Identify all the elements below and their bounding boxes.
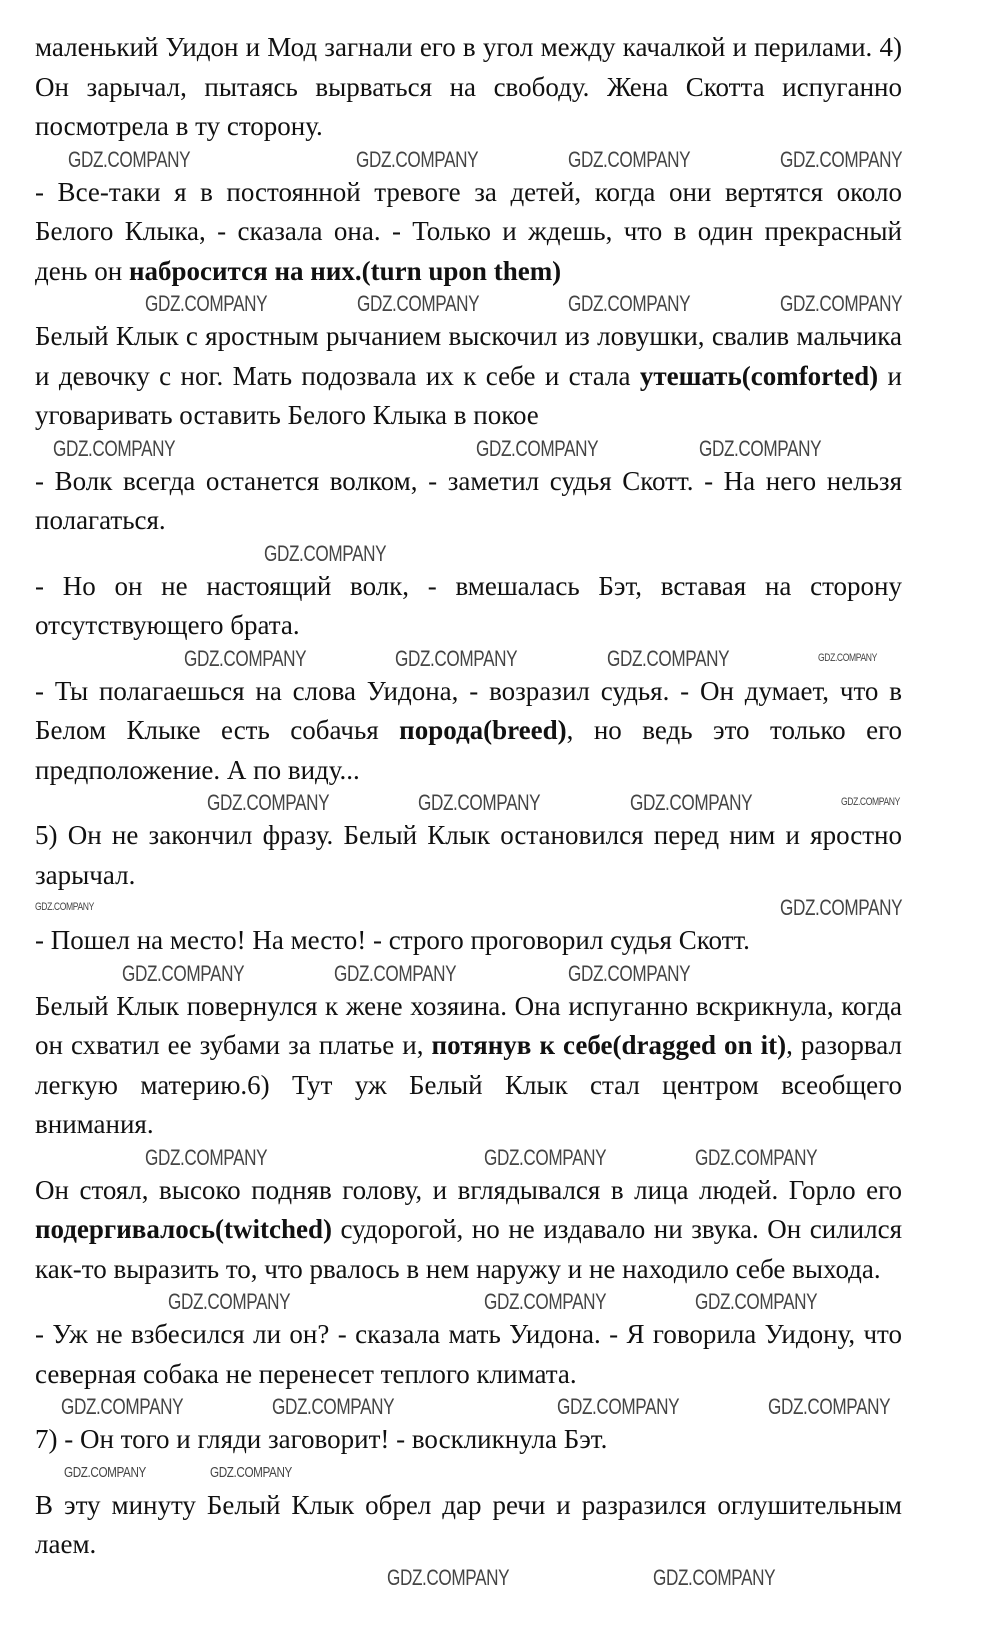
paragraph [35, 672, 902, 791]
watermark: GDZ.COMPANY [418, 790, 541, 815]
watermark: GDZ.COMPANY [780, 895, 903, 920]
watermark: GDZ.COMPANY [184, 645, 307, 671]
watermark: GDZ.COMPANY [53, 435, 176, 461]
watermark: GDZ.COMPANY [395, 645, 518, 671]
bold-phrase: набросится на них.(turn upon them) [128, 255, 562, 286]
watermark: GDZ.COMPANY [122, 960, 245, 986]
watermark: GDZ.COMPANY [207, 790, 330, 815]
watermark: GDZ.COMPANY [841, 796, 900, 808]
paragraph [35, 462, 902, 541]
watermark: GDZ.COMPANY [264, 540, 387, 566]
text-segment: маленький Уидон и Мод загнали его в угол между качалкой и перилами. 4) Он зарычал, пытаясь вырваться на свободу. Жена Скотта испуганно посмотрела в ту сторону. [35, 32, 902, 141]
watermark: GDZ.COMPANY [145, 1144, 268, 1170]
paragraph [35, 1315, 902, 1394]
text-segment: - Пошел на место! На место! - строго проговорил судья Скотт. [35, 925, 750, 955]
watermark: GDZ.COMPANY [818, 651, 877, 664]
text-segment: В эту минуту Белый Клык обрел дар речи и разразился оглушительным лаем. [35, 1489, 902, 1559]
watermark: GDZ.COMPANY [334, 960, 457, 986]
paragraph [35, 317, 902, 436]
text-segment: судорогой, но не издавало ни звука. Он силился как-то выразить то, что рвалось в нем наружу и не находило себе выхода. [35, 1214, 902, 1284]
bold-phrase: подергивалось(twitched) [35, 1214, 332, 1244]
paragraph-gap [0, 1145, 1000, 1171]
bold-phrase: потянув к себе(dragged on it) [431, 1030, 787, 1060]
watermark: GDZ.COMPANY [387, 1564, 510, 1590]
paragraph [35, 987, 902, 1145]
watermark: GDZ.COMPANY [61, 1394, 184, 1419]
paragraph-gap [0, 291, 1000, 317]
paragraph [35, 28, 902, 147]
watermark: GDZ.COMPANY [168, 1289, 291, 1314]
paragraph [35, 1486, 902, 1565]
watermark: GDZ.COMPANY [780, 291, 903, 316]
watermark: GDZ.COMPANY [210, 1463, 292, 1481]
paragraph-gap [0, 1460, 1000, 1486]
watermark: GDZ.COMPANY [568, 960, 691, 986]
text-segment: , но ведь это только его предположение. А по виду... [35, 715, 902, 785]
paragraph-gap [0, 147, 1000, 173]
paragraph [35, 816, 902, 895]
bold-phrase: утешать(comforted) [639, 360, 879, 391]
text-segment: - Но он не настоящий волк, - вмешалась Бэт, вставая на сторону отсутствующего брата. [35, 570, 902, 640]
watermark: GDZ.COMPANY [356, 146, 479, 172]
watermark: GDZ.COMPANY [653, 1564, 776, 1590]
watermark: GDZ.COMPANY [484, 1289, 607, 1314]
text-segment: - Волк всегда останется волком, - заметил судья Скотт. - На него нельзя полагаться. [35, 465, 902, 535]
watermark: GDZ.COMPANY [780, 146, 903, 172]
watermark: GDZ.COMPANY [145, 291, 268, 316]
paragraph [35, 1420, 902, 1460]
paragraph-gap [0, 961, 1000, 987]
watermark: GDZ.COMPANY [357, 291, 480, 316]
text-segment: 7) - Он того и гляди заговорит! - воскликнула Бэт. [35, 1424, 608, 1454]
paragraph-gap [0, 1565, 1000, 1591]
watermark: GDZ.COMPANY [35, 901, 94, 913]
watermark: GDZ.COMPANY [64, 1463, 146, 1481]
text-segment: 5) Он не закончил фразу. Белый Клык остановился перед ним и яростно зарычал. [35, 820, 902, 890]
watermark: GDZ.COMPANY [557, 1394, 680, 1419]
paragraph-gap [0, 790, 1000, 816]
text-segment: Белый Клык с яростным рычанием выскочил из ловушки, свалив мальчика и девочку с ног. Мать подозвала их к себе и стала [35, 321, 902, 391]
text-segment: - Все-таки я в постоянной тревоге за детей, когда они вертятся около Белого Клыка, - сказала она. - Только и ждешь, что в один прекрасный день он [35, 176, 902, 286]
bold-phrase: порода(breed) [399, 715, 567, 745]
watermark: GDZ.COMPANY [630, 790, 753, 815]
document-text [35, 28, 902, 1591]
text-segment: Белый Клык повернулся к жене хозяина. Она испуганно вскрикнула, когда он схватил ее зубами за платье и, [35, 990, 902, 1060]
paragraph [35, 173, 902, 292]
paragraph [35, 921, 902, 961]
text-segment: и уговаривать оставить Белого Клыка в покое [35, 360, 902, 430]
watermark: GDZ.COMPANY [699, 435, 822, 461]
text-segment: Он стоял, высоко подняв голову, и вглядывался в лица людей. Горло его [35, 1174, 902, 1205]
watermark: GDZ.COMPANY [476, 435, 599, 461]
paragraph-gap [0, 541, 1000, 567]
paragraph-gap [0, 646, 1000, 672]
watermark: GDZ.COMPANY [68, 146, 191, 172]
watermark: GDZ.COMPANY [607, 645, 730, 671]
watermark: GDZ.COMPANY [695, 1144, 818, 1170]
watermark: GDZ.COMPANY [568, 146, 691, 172]
watermark: GDZ.COMPANY [484, 1144, 607, 1170]
text-segment: , разорвал легкую материю.6) Тут уж Белый Клык стал центром всеобщего внимания. [35, 1030, 902, 1139]
paragraph-gap [0, 1289, 1000, 1315]
text-segment: - Уж не взбесился ли он? - сказала мать Уидона. - Я говорила Уидону, что северная собака не перенесет теплого климата. [35, 1319, 902, 1389]
paragraph-gap [0, 895, 1000, 921]
paragraph-gap [0, 436, 1000, 462]
paragraph [35, 1171, 902, 1290]
watermark: GDZ.COMPANY [568, 291, 691, 316]
watermark: GDZ.COMPANY [768, 1394, 891, 1419]
watermark: GDZ.COMPANY [272, 1394, 395, 1419]
paragraph [35, 567, 902, 646]
watermark: GDZ.COMPANY [695, 1289, 818, 1314]
text-segment: - Ты полагаешься на слова Уидона, - возразил судья. - Он думает, что в Белом Клыке есть собачья [35, 675, 902, 745]
paragraph-gap [0, 1394, 1000, 1420]
